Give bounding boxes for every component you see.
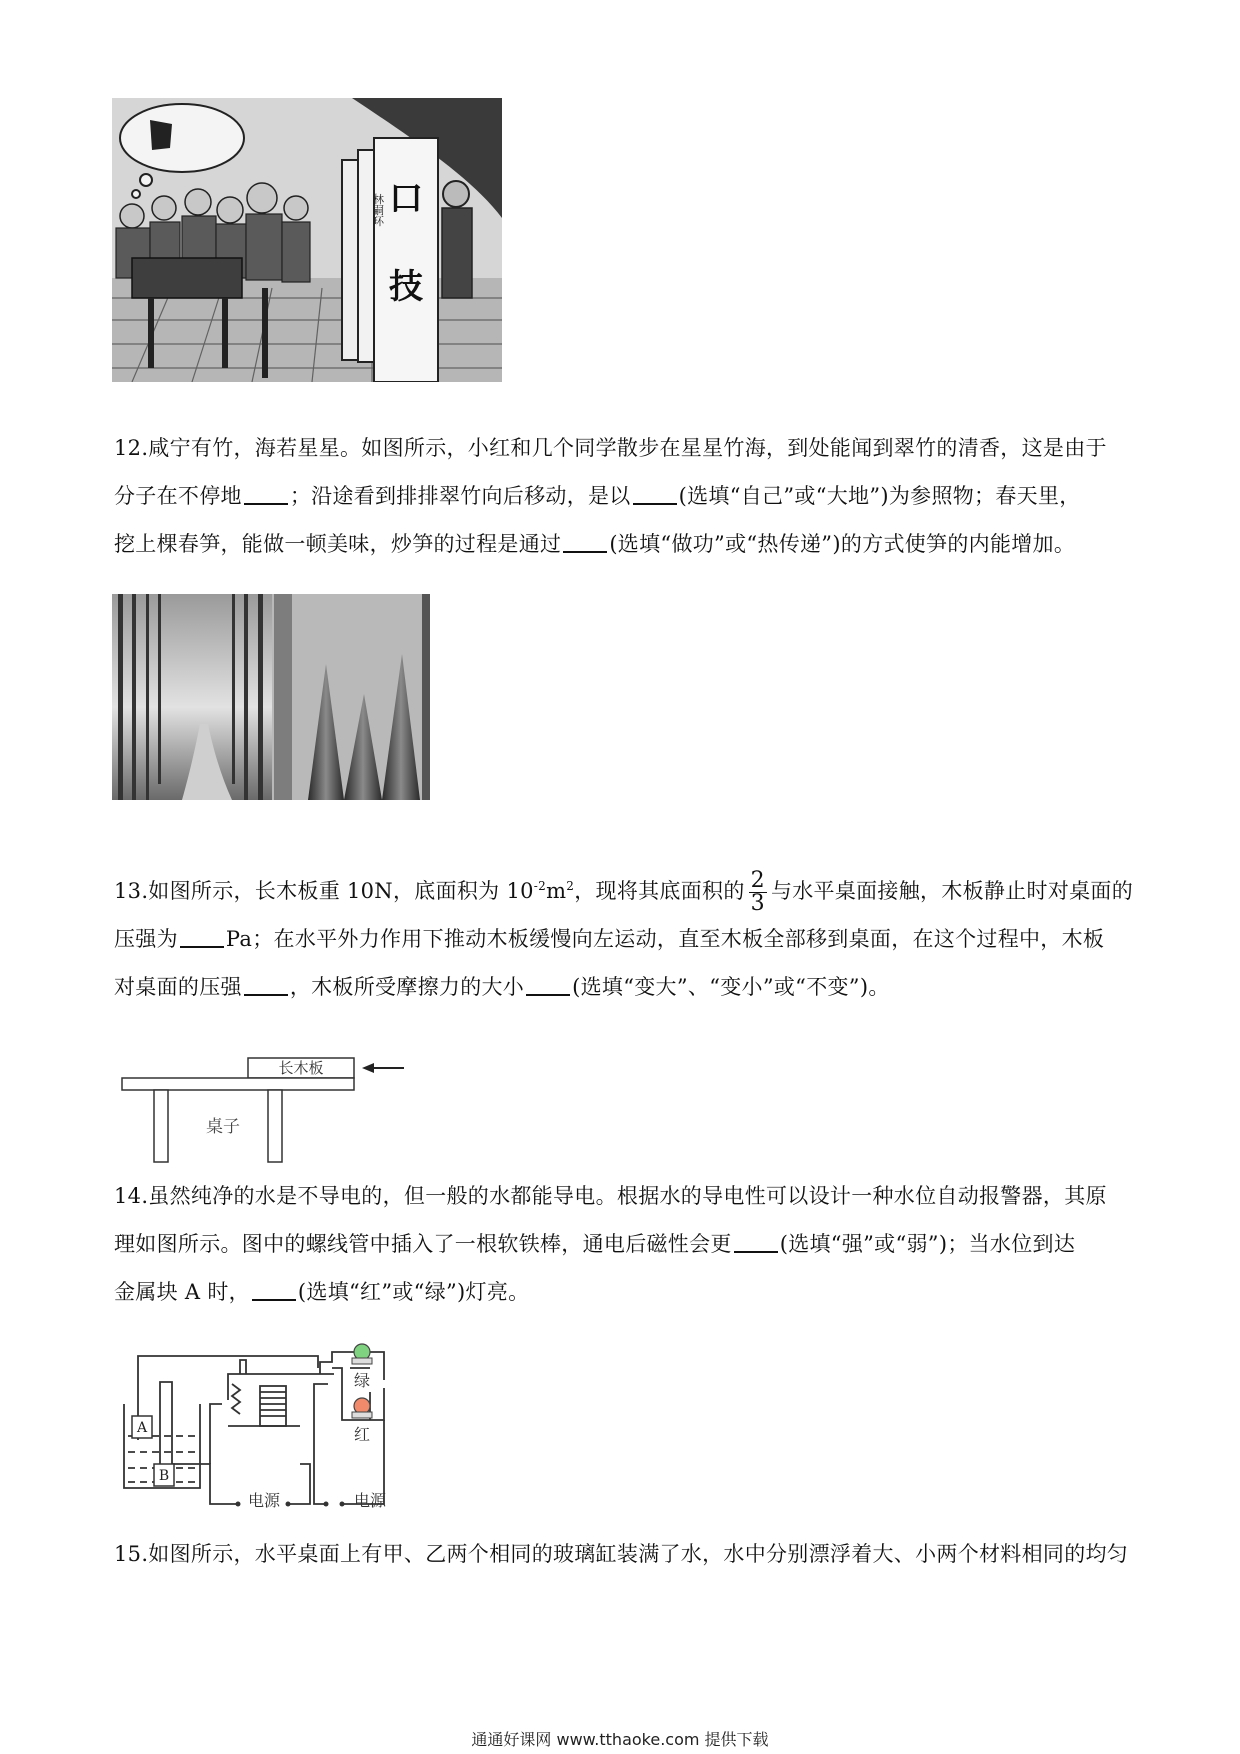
question-13 xyxy=(114,862,1134,1011)
answer-blank xyxy=(526,972,570,996)
q12-line-3 xyxy=(114,520,1134,568)
q13-text: Pa；在水平外力作用下推动木板缓慢向左运动，直至木板全部移到桌面，在这个过程中，木板 xyxy=(225,927,1105,951)
q13-line-2 xyxy=(114,915,1134,963)
q14-text: (选填“强”或“弱”)；当水位到达 xyxy=(779,1232,1076,1256)
answer-blank xyxy=(633,481,677,505)
fraction-numerator: 2 xyxy=(750,868,765,893)
q13-line-1 xyxy=(114,862,1134,915)
block-B-label: B xyxy=(158,1468,170,1484)
answer-blank xyxy=(244,481,288,505)
sign-kou: 口 xyxy=(389,179,423,219)
q13-text: (选填“变大”、“变小”或“不变”)。 xyxy=(572,975,890,999)
sign-ji: 技 xyxy=(389,267,423,307)
arrow-head-icon xyxy=(362,1063,374,1073)
q13-line-3 xyxy=(114,963,1134,1011)
green-lamp-label: 绿 xyxy=(353,1371,371,1390)
banner-text: 林嗣环 xyxy=(371,193,385,227)
q12-line-2 xyxy=(114,472,1134,520)
q13-text: m xyxy=(546,879,567,903)
q13-text: ，现将其底面积的 xyxy=(574,879,745,903)
kouji-illustration xyxy=(112,98,502,382)
red-lamp-label: 红 xyxy=(353,1425,371,1444)
page-footer: 通通好课网 www.tthaoke.com 提供下载 xyxy=(471,1730,769,1749)
answer-blank xyxy=(734,1229,778,1253)
q14-line-3 xyxy=(114,1268,1134,1316)
q13-text: ，木板所受摩擦力的大小 xyxy=(289,975,525,999)
board-label: 长木板 xyxy=(278,1059,324,1077)
q12-text: 挖上棵春笋，能做一顿美味，炒笋的过程是通过 xyxy=(114,532,562,556)
answer-blank xyxy=(180,924,224,948)
table-label: 桌子 xyxy=(206,1117,240,1137)
q13-text: 对桌面的压强 xyxy=(114,975,242,999)
q14-text: 金属块 A 时， xyxy=(114,1280,250,1304)
q12-text: (选填“做功”或“热传递”)的方式使笋的内能增加。 xyxy=(609,532,1076,556)
exponent: -2 xyxy=(533,879,547,893)
board-table-diagram xyxy=(118,1052,408,1164)
q13-text: 13.如图所示，长木板重 10N，底面积为 10 xyxy=(114,879,534,903)
q14-line-2 xyxy=(114,1220,1134,1268)
q12-text: ；沿途看到排排翠竹向后移动，是以 xyxy=(289,484,631,508)
answer-blank xyxy=(244,972,288,996)
q14-text: (选填“红”或“绿”)灯亮。 xyxy=(297,1280,530,1304)
exponent: 2 xyxy=(566,879,575,893)
answer-blank xyxy=(563,529,607,553)
answer-blank xyxy=(252,1277,296,1301)
q13-text: 与水平桌面接触，木板静止时对桌面的 xyxy=(770,879,1134,903)
fraction xyxy=(749,870,767,915)
power-label-1: 电源 xyxy=(247,1491,281,1510)
fraction-denominator: 3 xyxy=(750,891,765,916)
q14-text: 理如图所示。图中的螺线管中插入了一根软铁棒，通电后磁性会更 xyxy=(114,1232,732,1256)
q13-text: 压强为 xyxy=(114,927,178,951)
q14-line-1: 14.虽然纯净的水是不导电的，但一般的水都能导电。根据水的导电性可以设计一种水位自动报警器，其原 xyxy=(114,1184,1107,1208)
question-14 xyxy=(114,1172,1134,1316)
q12-line-1: 12.咸宁有竹，海若星星。如图所示，小红和几个同学散步在星星竹海，到处能闻到翠竹的清香，这是由于 xyxy=(114,436,1107,460)
q12-text: 分子在不停地 xyxy=(114,484,242,508)
q15-line-1: 15.如图所示，水平桌面上有甲、乙两个相同的玻璃缸装满了水，水中分别漂浮着大、小两个材料相同的均匀 xyxy=(114,1542,1129,1566)
q12-text: (选填“自己”或“大地”)为参照物；春天里， xyxy=(678,484,1081,508)
question-15 xyxy=(114,1530,1134,1578)
power-label-2: 电源 xyxy=(353,1491,387,1510)
bamboo-photo xyxy=(112,594,430,800)
water-alarm-circuit xyxy=(110,1340,440,1512)
block-A-label: A xyxy=(136,1420,148,1436)
question-12 xyxy=(114,424,1134,568)
